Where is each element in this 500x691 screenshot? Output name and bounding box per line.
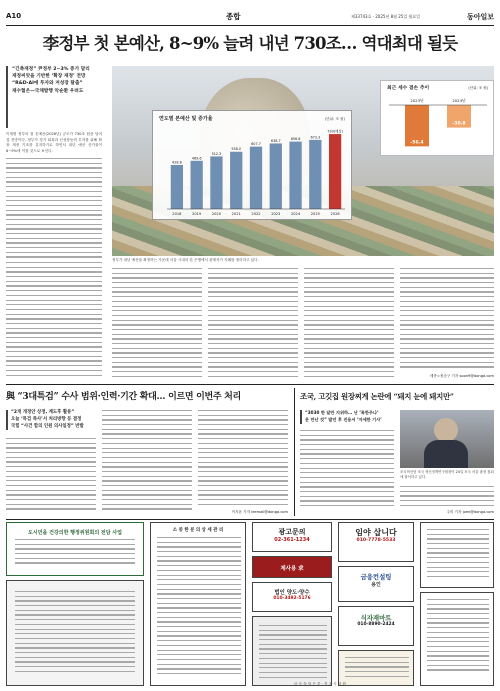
budget-bar-label: 638.7 [270,138,281,143]
tax-bar-label: -56.4 [410,140,424,146]
issue-meta: 제33743호 · 2025년 8월 25일 월요일 [351,14,421,19]
tax-chart-unit: (단위: 조 원) [468,86,488,90]
budget-chart-title: 연도별 본예산 및 증가율 [159,116,213,122]
budget-bar [329,134,341,209]
section-divider [6,384,494,385]
budget-bar-label: 673.3 [310,135,321,140]
story2-byline: 이지윤 기자 leemail@donga.com [231,510,288,514]
story3-column-1 [300,430,394,516]
story1-byline: 세종=정순구 기자 soon9@donga.com [429,374,494,378]
budget-bar [250,147,262,209]
ad-large-notice [6,580,144,686]
story1-column-5 [400,268,494,372]
budget-chart [152,110,352,220]
ad-misc-block [252,616,332,686]
story3-column-2 [400,486,494,510]
budget-axis-tick: 2025 [310,212,320,216]
ad-right-bottom [420,592,494,686]
story1-column-3 [208,268,298,380]
ad-finance-consulting: 금융컨설팅 용인 [338,566,414,602]
column-divider [294,388,295,516]
ads-divider [6,519,494,520]
budget-bar-label: 512.3 [211,151,222,156]
person-head-shape [434,418,458,442]
story2-column-3 [198,410,288,510]
tax-bar-label: -30.8 [452,121,466,127]
classified-ads [6,522,494,686]
ad-obituary-listing: 소 중 한 분 의 상 세 관 리 [150,522,246,686]
person-body-shape [424,440,468,468]
subhead-line: 재정씨앗을 기반한 ‘확장 재정’ 전망 [12,74,86,80]
main-subhead [6,66,98,128]
story2-quote: “2개 개정안 상정, 계도후 활용” 오늘 ‘특검 특사’서 처리방향 등 결정 국힘 “사건 합의 인원 의사일정” 반발 [6,410,98,430]
subhead-line: 재수혈은—국채발행 악순환 우려도 [12,88,84,94]
budget-bar [289,142,301,209]
ad-government-notice: 도시민을 건강의한 행정위원회의 전담 사업 [6,522,144,576]
budget-bar-label: 730(예상) [327,129,343,134]
ad-forest-land: 임야 삽니다 010-7778-5533 [338,522,414,562]
story3-photo-caption: 조국혁신당 조국 혁신정책연구원장이 24일 조국 서울 광장 집회에 참석하고 있다. [400,470,494,479]
newspaper-logo: 동아일보 [466,12,494,21]
page-number: A10 [6,12,22,20]
budget-axis-tick: 2019 [192,212,202,216]
budget-bar [210,156,222,209]
story3-byline: 주미 기자 jomi@donga.com [446,510,494,514]
budget-bar-label: 656.6 [290,137,301,142]
story2-headline: 與 “3대특검” 수사 범위·인력·기간 확대… 이르면 이번주 처리 [6,392,241,402]
budget-bar-label: 428.8 [172,160,182,165]
story1-lead: 이재명 정부의 첫 본예산(2026년) 규모가 730조 원을 넘어설 전망이다. 정부가 경기 회복과 신성장동력 투자를 위해 확장 재정 기조를 유지하기로 하면서 내년 예산 증가율이 8~9%에 이를 것으로 보인다. [6,132,102,153]
story2-column-1 [6,438,96,516]
tax-shortfall-chart [380,80,494,156]
budget-axis-tick: 2020 [211,212,222,216]
ad-advertising-inquiry: 광고문의 02-361-1234 [252,522,332,552]
ad-corporate-transfer: 법인 양도·양수 010-3492-5176 [252,582,332,612]
story1-column-2 [112,268,202,380]
subhead-line: “긴축재정” 尹정부 2~3% 증가 달리 [12,67,90,72]
ad-small-box [338,650,414,686]
ads-footer: 마 음 을 담 은 꽃 · 경 조 사 화 환 [294,682,346,686]
budget-axis-tick: 2021 [231,212,241,216]
subhead-line: “R&D·AI에 투자와 저성장 탈출” [12,81,83,87]
budget-chart-unit: (단위: 조 원) [324,117,345,121]
photo-caption: 정부가 내년 예산을 확정하는 가운데 서울 시내의 한 은행에서 관계자가 지폐를 정리하고 있다. [112,258,259,262]
budget-axis-tick: 2026 [330,212,340,216]
budget-bar [309,140,321,209]
budget-bar [191,161,203,209]
story3-quote: “3030 한 달만 지위하… 난 ‘폭한주나’ 운 만난 것” 발언 후 진용서 ‘자세한 기사’ [300,410,394,424]
budget-bar [270,143,282,209]
story3-photo [400,410,494,468]
main-headline: 李정부 첫 본예산, 8~9% 늘려 내년 730조… 역대최대 될듯 [42,34,458,53]
story3-headline: 조국, 고깃집 원장찌게 논란에 “돼지 눈에 돼지만” [300,392,454,401]
budget-axis-tick: 2024 [290,212,301,216]
budget-axis-tick: 2022 [251,212,261,216]
budget-axis-tick: 2023 [271,212,281,216]
tax-axis-tick: 2024년 [452,98,466,103]
story1-text-block [6,158,102,258]
ad-right-top [420,522,494,588]
ad-red-banner: 제사용 求 [252,556,332,578]
budget-bar-label: 607.7 [251,142,261,147]
tax-chart-title: 최근 세수 결손 추이 [387,86,430,91]
story1-column-4 [304,268,394,380]
tax-axis-tick: 2023년 [410,98,424,103]
budget-bar-label: 469.6 [191,156,202,161]
story1-column-1b [6,262,102,380]
budget-bar [230,152,242,209]
section-name: 종합 [226,12,241,21]
story2-column-2 [102,410,192,516]
budget-bar [171,165,183,209]
budget-chart-svg [153,111,353,221]
budget-bar-label: 558.0 [231,147,242,152]
page-header [6,6,494,26]
tax-chart-svg [381,81,495,157]
ad-grocery-mart: 식자재마트 010-8890-2424 [338,606,414,646]
budget-axis-tick: 2018 [172,212,182,216]
